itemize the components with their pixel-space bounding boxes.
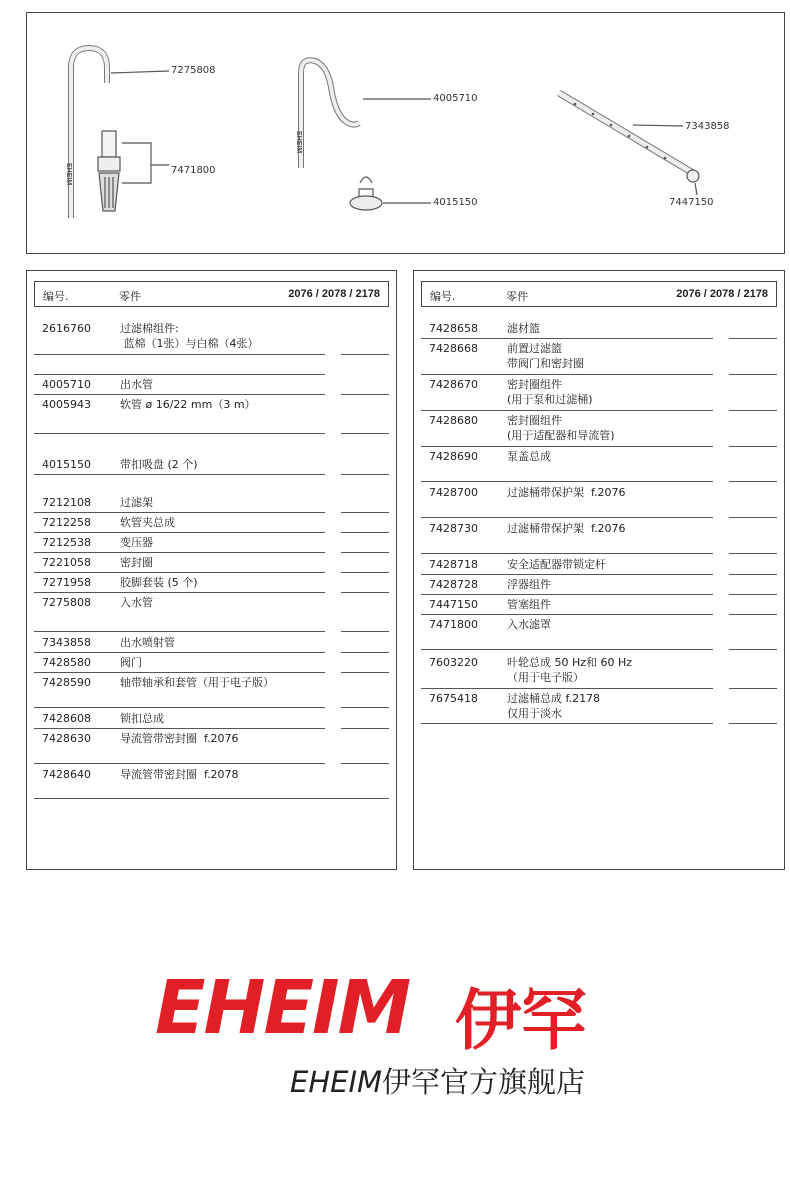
part-number: 7603220 (429, 656, 478, 669)
part-number: 7428608 (42, 712, 91, 725)
intake-strainer (102, 131, 116, 157)
part-number: 2616760 (42, 322, 91, 335)
brand-footer (0, 955, 790, 1099)
brand-chinese-name: 伊罕 (455, 982, 587, 1059)
part-number: 7447150 (429, 598, 478, 611)
tube-mark-left: EHEIM (65, 163, 72, 186)
part-number: 7428640 (42, 768, 91, 781)
eheim-logo: EHEIM (155, 965, 410, 1051)
store-name (290, 1060, 585, 1101)
part-name: 入水管 (120, 596, 153, 609)
part-name: 阀门 (120, 656, 142, 669)
part-name: 浮器组件 (507, 578, 551, 591)
part-name: 出水管 (120, 378, 153, 391)
part-number: 7428700 (429, 486, 478, 499)
part-number: 7212108 (42, 496, 91, 509)
part-name: 前置过滤篮 带阀门和密封圈 (507, 342, 584, 370)
part-number: 7275808 (42, 596, 91, 609)
store-suffix: 伊罕官方旗舰店 (382, 1065, 586, 1099)
part-number: 7471800 (429, 618, 478, 631)
part-number: 7271958 (42, 576, 91, 589)
header-part: 零件 (119, 290, 141, 303)
part-name: 过滤桶带保护架 f.2076 (507, 522, 626, 535)
part-name: 带扣吸盘 (2 个) (120, 458, 198, 471)
label-7343858: 7343858 (685, 121, 730, 132)
part-number: 4015150 (42, 458, 91, 471)
part-number: 7428580 (42, 656, 91, 669)
part-number: 7428690 (429, 450, 478, 463)
part-number: 7675418 (429, 692, 478, 705)
part-name: 变压器 (120, 536, 153, 549)
part-number: 7428668 (429, 342, 478, 355)
part-name: 泵盖总成 (507, 450, 551, 463)
part-name: 密封圈组件 (用于泵和过滤桶) (507, 378, 593, 406)
part-number: 7221058 (42, 556, 91, 569)
parts-table-right (413, 270, 785, 870)
part-name: 滤材篮 (507, 322, 540, 335)
part-name: 过滤桶总成 f.2178 仅用于淡水 (507, 692, 601, 720)
part-name: 入水滤罩 (507, 618, 551, 631)
end-cap (687, 170, 699, 182)
part-number: 7428728 (429, 578, 478, 591)
header-no: 编号. (43, 290, 69, 303)
part-name: 管塞组件 (507, 598, 551, 611)
header-part: 零件 (506, 290, 528, 303)
label-7275808: 7275808 (171, 65, 216, 76)
part-number: 7428670 (429, 378, 478, 391)
part-name: 密封圈 (120, 556, 153, 569)
part-name: 密封圈组件 (用于适配器和导流管) (507, 414, 615, 442)
part-name: 叶轮总成 50 Hz和 60 Hz （用于电子版） (507, 656, 633, 684)
part-name: 导流管带密封圈 f.2076 (120, 732, 239, 745)
part-name: 导流管带密封圈 f.2078 (120, 768, 239, 781)
parts-table-left (26, 270, 397, 870)
header-models: 2076 / 2078 / 2178 (676, 288, 768, 300)
tube-mark-right: EHEIM (295, 131, 302, 154)
part-number: 7212258 (42, 516, 91, 529)
part-name: 过滤桶带保护架 f.2076 (507, 486, 626, 499)
header-no: 编号. (430, 290, 456, 303)
label-7471800: 7471800 (171, 165, 216, 176)
part-number: 7428680 (429, 414, 478, 427)
part-number: 7343858 (42, 636, 91, 649)
part-number: 7428658 (429, 322, 478, 335)
header-models: 2076 / 2078 / 2178 (288, 288, 380, 300)
table-header (34, 281, 389, 307)
part-number: 4005710 (42, 378, 91, 391)
part-name: 轴带轴承和套管（用于电子版） (120, 676, 274, 689)
part-name: 软管 ø 16/22 mm（3 m） (120, 398, 256, 411)
part-number: 7212538 (42, 536, 91, 549)
label-4005710: 4005710 (433, 93, 478, 104)
part-name: 出水喷射管 (120, 636, 175, 649)
part-name: 软管夹总成 (120, 516, 175, 529)
parts-drawing (27, 13, 784, 253)
store-prefix: EHEIM (290, 1065, 383, 1099)
part-number: 7428630 (42, 732, 91, 745)
part-number: 7428730 (429, 522, 478, 535)
part-name: 胶脚套装 (5 个) (120, 576, 198, 589)
part-name: 锁扣总成 (120, 712, 164, 725)
part-name: 安全适配器带锁定杆 (507, 558, 606, 571)
part-number: 4005943 (42, 398, 91, 411)
part-name: 过滤棉组件: 蓝棉（1张）与白棉（4张） (120, 322, 259, 350)
part-number: 7428590 (42, 676, 91, 689)
parts-diagram (26, 12, 785, 254)
label-7447150: 7447150 (669, 197, 714, 208)
suction-cup (350, 196, 382, 210)
part-number: 7428718 (429, 558, 478, 571)
part-name: 过滤架 (120, 496, 153, 509)
label-4015150: 4015150 (433, 197, 478, 208)
table-header (421, 281, 777, 307)
